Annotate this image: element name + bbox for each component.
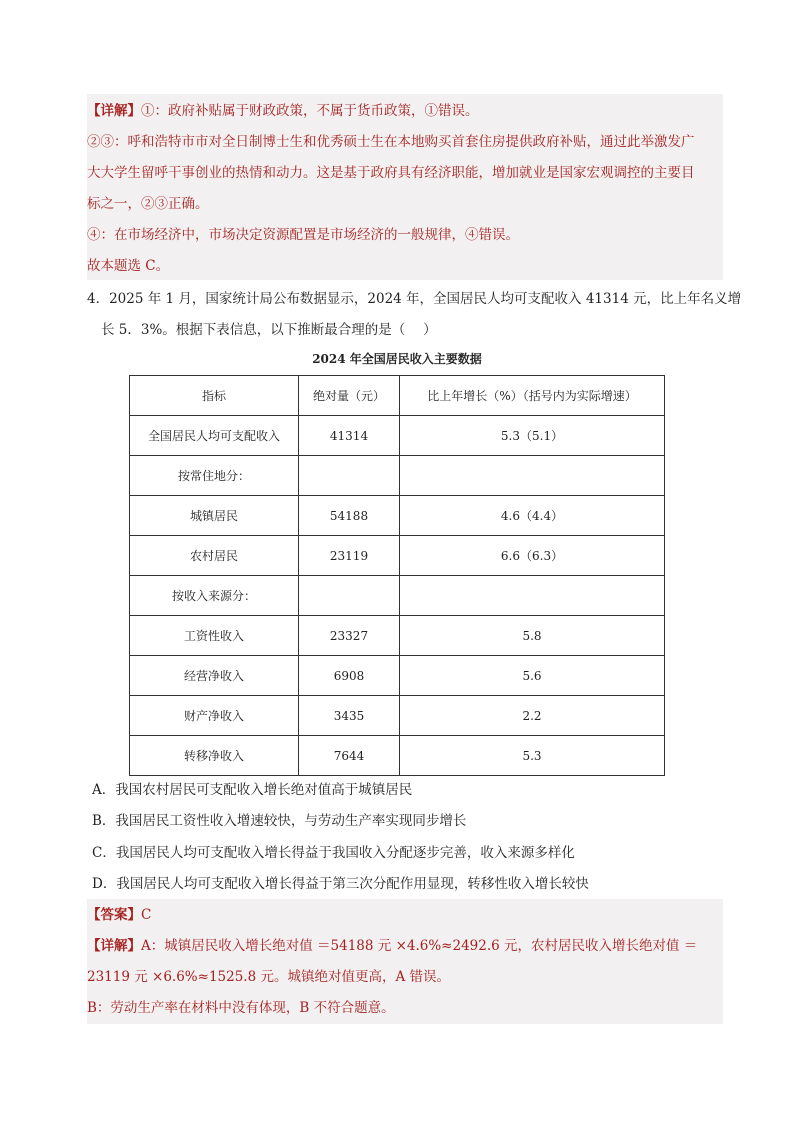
table-row [130,496,665,536]
income-data-table [129,375,665,776]
table-row [130,576,665,616]
answer-line [87,900,723,930]
table-header-row [130,376,665,416]
option-c: C．我国居民人均可支配收入增长得益于我国收入分配逐步完善，收入来源多样化 [92,845,575,861]
table-header-cell: 指标 [130,376,299,416]
table-header-cell: 比上年增长（%）（括号内为实际增速） [400,376,665,416]
table-cell: 转移净收入 [130,736,299,776]
table-row [130,696,665,736]
table-row [130,456,665,496]
detail-text: A：城镇居民收入增长绝对值 ＝54188 元 ×4.6%≈2492.6 元，农村居民收入增长绝对值 ＝ [141,938,698,954]
question-line-2: 长 5．3%。根据下表信息，以下推断最合理的是（ ） [101,322,437,338]
detail-label: 【详解】 [87,938,141,954]
table-cell: 4.6（4.4） [400,496,665,536]
detail-line-1 [87,931,723,961]
table-cell: 5.3 [400,736,665,776]
table-caption: 2024 年全国居民收入主要数据 [312,352,482,366]
table-row [130,536,665,576]
table-cell: 农村居民 [130,536,299,576]
answer-block [87,899,723,1024]
prev-conclusion: 故本题选 C。 [87,258,170,274]
detail-line-3: B：劳动生产率在材料中没有体现，B 不符合题意。 [87,1000,395,1016]
table-cell: 54188 [299,496,400,536]
table-row [130,416,665,456]
prev-detail-line-4: 标之一，②③正确。 [87,196,209,212]
answer-label: 【答案】 [87,907,141,923]
answer-value: C [141,907,152,923]
table-cell: 6908 [299,656,400,696]
table-cell [400,456,665,496]
table-row [130,656,665,696]
table-cell: 按常住地分： [130,456,299,496]
table-cell: 41314 [299,416,400,456]
table-cell: 经营净收入 [130,656,299,696]
table-row [130,616,665,656]
table-cell: 2.2 [400,696,665,736]
detail-label: 【详解】 [87,103,141,119]
option-d: D．我国居民人均可支配收入增长得益于第三次分配作用显现，转移性收入增长较快 [92,876,589,892]
table-cell: 3435 [299,696,400,736]
prev-detail-line-2: ②③：呼和浩特市市对全日制博士生和优秀硕士生在本地购买首套住房提供政府补贴，通过此举激发广 [87,134,695,150]
table-cell: 23119 [299,536,400,576]
prev-explanation-block [87,94,723,280]
detail-line-2: 23119 元 ×6.6%≈1525.8 元。城镇绝对值更高，A 错误。 [87,969,451,985]
prev-detail-line-1 [87,96,723,126]
table-cell [400,576,665,616]
option-a: A．我国农村居民可支配收入增长绝对值高于城镇居民 [92,782,413,798]
table-row [130,736,665,776]
table-cell: 5.3（5.1） [400,416,665,456]
table-cell: 财产净收入 [130,696,299,736]
table-cell: 按收入来源分： [130,576,299,616]
prev-detail-line-5: ④：在市场经济中，市场决定资源配置是市场经济的一般规律，④错误。 [87,227,519,243]
option-b: B．我国居民工资性收入增速较快，与劳动生产率实现同步增长 [92,813,467,829]
table-cell: 全国居民人均可支配收入 [130,416,299,456]
question-line-1: 4．2025 年 1 月，国家统计局公布数据显示，2024 年，全国居民人均可支配收入 41314 元，比上年名义增 [87,291,742,307]
table-cell [299,456,400,496]
table-cell: 6.6（6.3） [400,536,665,576]
table-cell: 工资性收入 [130,616,299,656]
prev-detail-line-3: 大大学生留呼干事创业的热情和动力。这是基于政府具有经济职能，增加就业是国家宏观调控的主要目 [87,165,695,181]
table-cell: 23327 [299,616,400,656]
table-cell: 5.6 [400,656,665,696]
table-header-cell: 绝对量（元） [299,376,400,416]
table-cell [299,576,400,616]
detail-text: ①：政府补贴属于财政政策，不属于货币政策，①错误。 [141,103,479,119]
table-cell: 7644 [299,736,400,776]
table-cell: 5.8 [400,616,665,656]
table-cell: 城镇居民 [130,496,299,536]
